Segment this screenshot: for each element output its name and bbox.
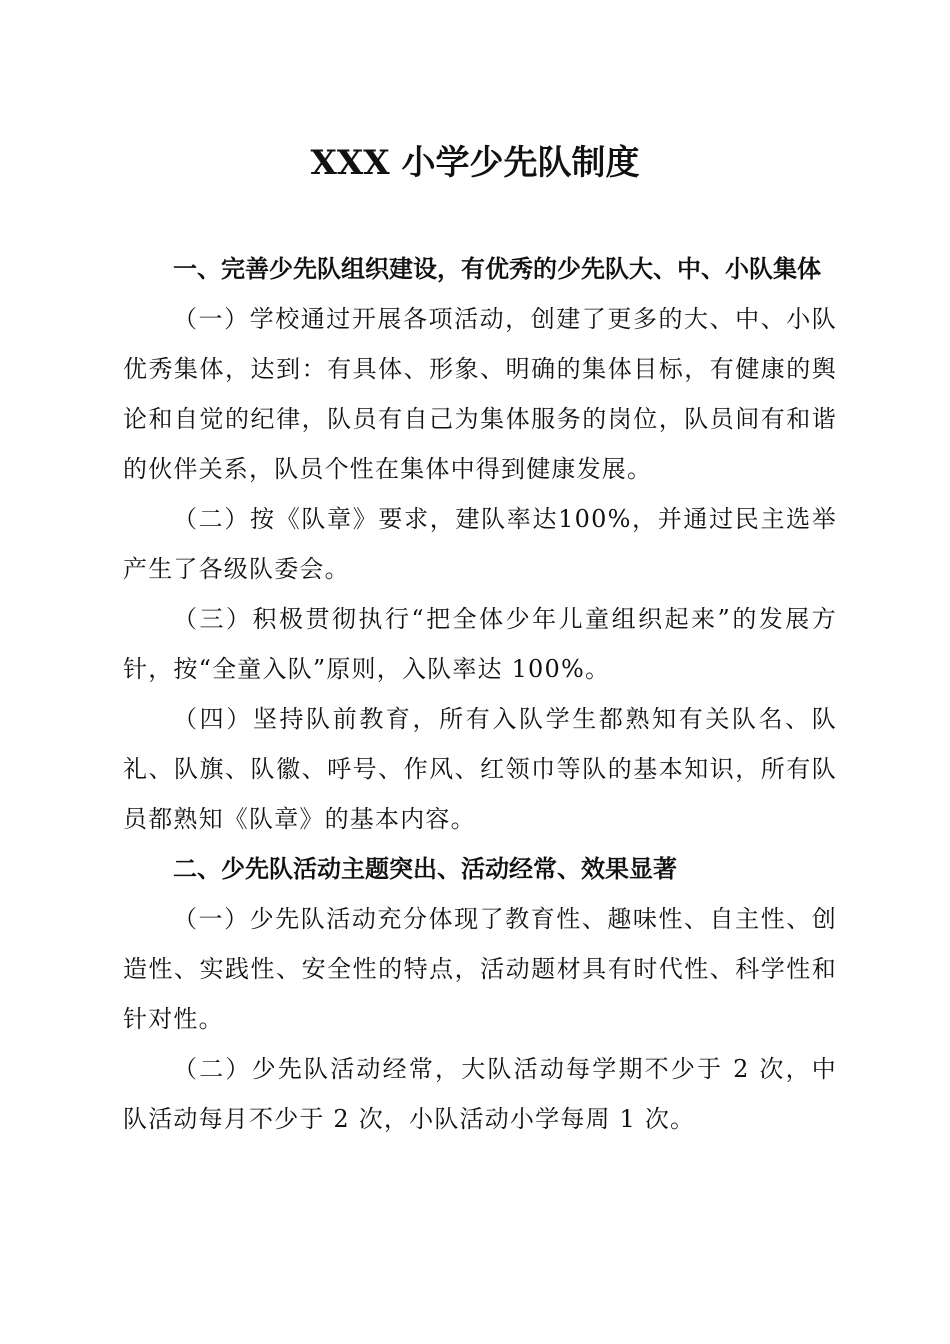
paragraph: （三）积极贯彻执行“把全体少年儿童组织起来”的发展方针，按“全童入队”原则，入队率达 100%。 (123, 605, 837, 683)
paragraph: （二）按《队章》要求，建队率达100%，并通过民主选举产生了各级队委会。 (123, 505, 837, 583)
paragraph: （二）少先队活动经常，大队活动每学期不少于 2 次，中队活动每月不少于 2 次，小队活动小学每周 1 次。 (123, 1055, 837, 1133)
document-body (123, 244, 837, 1144)
paragraph: （一）学校通过开展各项活动，创建了更多的大、中、小队优秀集体，达到：有具体、形象、明确的集体目标，有健康的舆论和自觉的纪律，队员有自己为集体服务的岗位，队员间有和谐的伙伴关系，队员个性在集体中得到健康发展。 (123, 305, 837, 483)
section-heading: 一、完善少先队组织建设，有优秀的少先队大、中、小队集体 (173, 255, 821, 283)
section-1 (123, 244, 837, 844)
paragraph: （四）坚持队前教育，所有入队学生都熟知有关队名、队礼、队旗、队徽、呼号、作风、红领巾等队的基本知识，所有队员都熟知《队章》的基本内容。 (123, 705, 837, 833)
section-heading: 二、少先队活动主题突出、活动经常、效果显著 (173, 855, 677, 883)
section-2 (123, 844, 837, 1144)
paragraph: （一）少先队活动充分体现了教育性、趣味性、自主性、创造性、实践性、安全性的特点，活动题材具有时代性、科学性和针对性。 (123, 905, 837, 1033)
document-title: XXX 小学少先队制度 (310, 143, 640, 183)
